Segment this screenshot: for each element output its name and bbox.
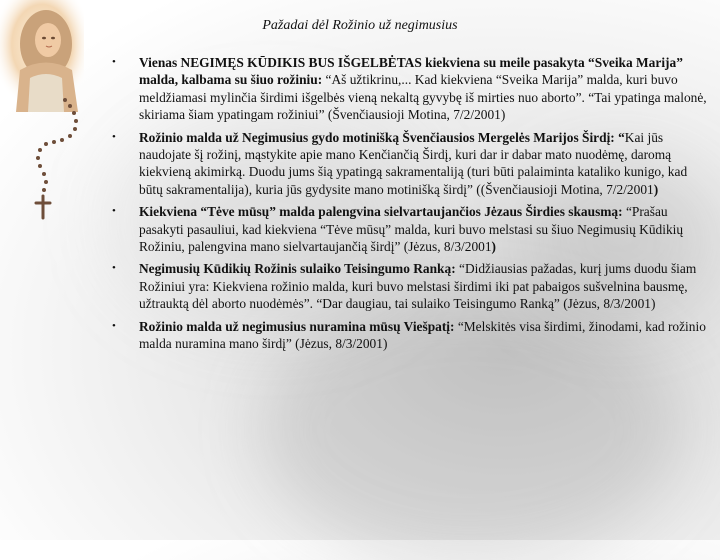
page-title: Pažadai dėl Rožinio už negimusius <box>262 18 458 33</box>
promise-list <box>112 54 712 358</box>
list-item <box>112 54 712 124</box>
bullet-icon: • <box>112 130 116 143</box>
bullet-icon: • <box>112 262 116 275</box>
item-text: “Prašau pasakyti pasauliui, kad kiekviena “Tėve mūsų” malda, kuri buvo melstasi su šiuo Negimusių Kūdikių Rožiniu, palengvina mano sielvartaujančią širdį” (Jėzus, 8/3/2001 <box>139 204 684 255</box>
item-tail: ) <box>653 181 659 197</box>
bullet-icon: • <box>112 319 116 332</box>
list-item <box>112 129 712 199</box>
item-text: “Melskitės visa širdimi, žinodami, kad rožinio malda nuramina mano širdį” (Jėzus, 8/3/2001) <box>139 318 706 352</box>
item-heading: Negimusių Kūdikių Rožinis sulaiko Teisingumo Ranką: <box>139 261 456 277</box>
item-text: Kai jūs naudojate šį rožinį, mąstykite apie mano Kenčiančią Širdį, kuri dar ir dabar mato nuodėmę, daromą kiekvieną akimirką. Duodu jums šią ypatingą sakramentaliją (turi būti palaiminta kataliko kunigo, kad būtų sakramentalija), kuria jūs gydysite mano motinišką širdį” ((Švenčiausioji Motina, 7/2/2001 <box>139 129 688 197</box>
item-text: “Aš užtikrinu,... Kad kiekviena “Sveika Marija” malda, kuri buvo meldžiamasi mylinčia širdimi išgelbės vieną nekaltą gyvybę iš mirties nuo aborto”. “Tai ypatinga malonė, skiriama šiam ypatingam rožiniui” (Švenčiausioji Motina, 7/2/2001) <box>139 72 707 123</box>
item-text: “Didžiausias pažadas, kurį jums duodu šiam Rožiniui yra: Kiekviena rožinio malda, kuri buvo melstasi širdimi iki pat pabaigos sušvelnina bausmę, užtrauktą dėl aborto nuodėmės”. “Dar daugiau, tai sulaiko Teisingumo Ranką” (Jėzus, 8/3/2001) <box>139 261 697 312</box>
bullet-icon: • <box>112 205 116 218</box>
item-heading: Rožinio malda už Negimusius gydo motinišką Švenčiausios Mergelės Marijos Širdį: “ <box>139 129 625 145</box>
item-heading: Vienas NEGIMĘS KŪDIKIS BUS IŠGELBĖTAS kiekviena su meile pasakyta “Sveika Marija” malda, kalbama su šiuo rožiniu: <box>139 55 683 88</box>
item-heading: Kiekviena “Tėve mūsų” malda palengvina sielvartaujančios Jėzaus Širdies skausmą: <box>139 204 623 220</box>
bullet-icon: • <box>112 56 116 68</box>
list-item <box>112 318 712 353</box>
item-tail: ) <box>491 239 496 255</box>
rosary-image <box>10 96 120 226</box>
list-item <box>112 260 712 312</box>
list-item <box>112 203 712 255</box>
item-heading: Rožinio malda už negimusius nuramina mūsų Viešpatį: <box>139 318 455 334</box>
